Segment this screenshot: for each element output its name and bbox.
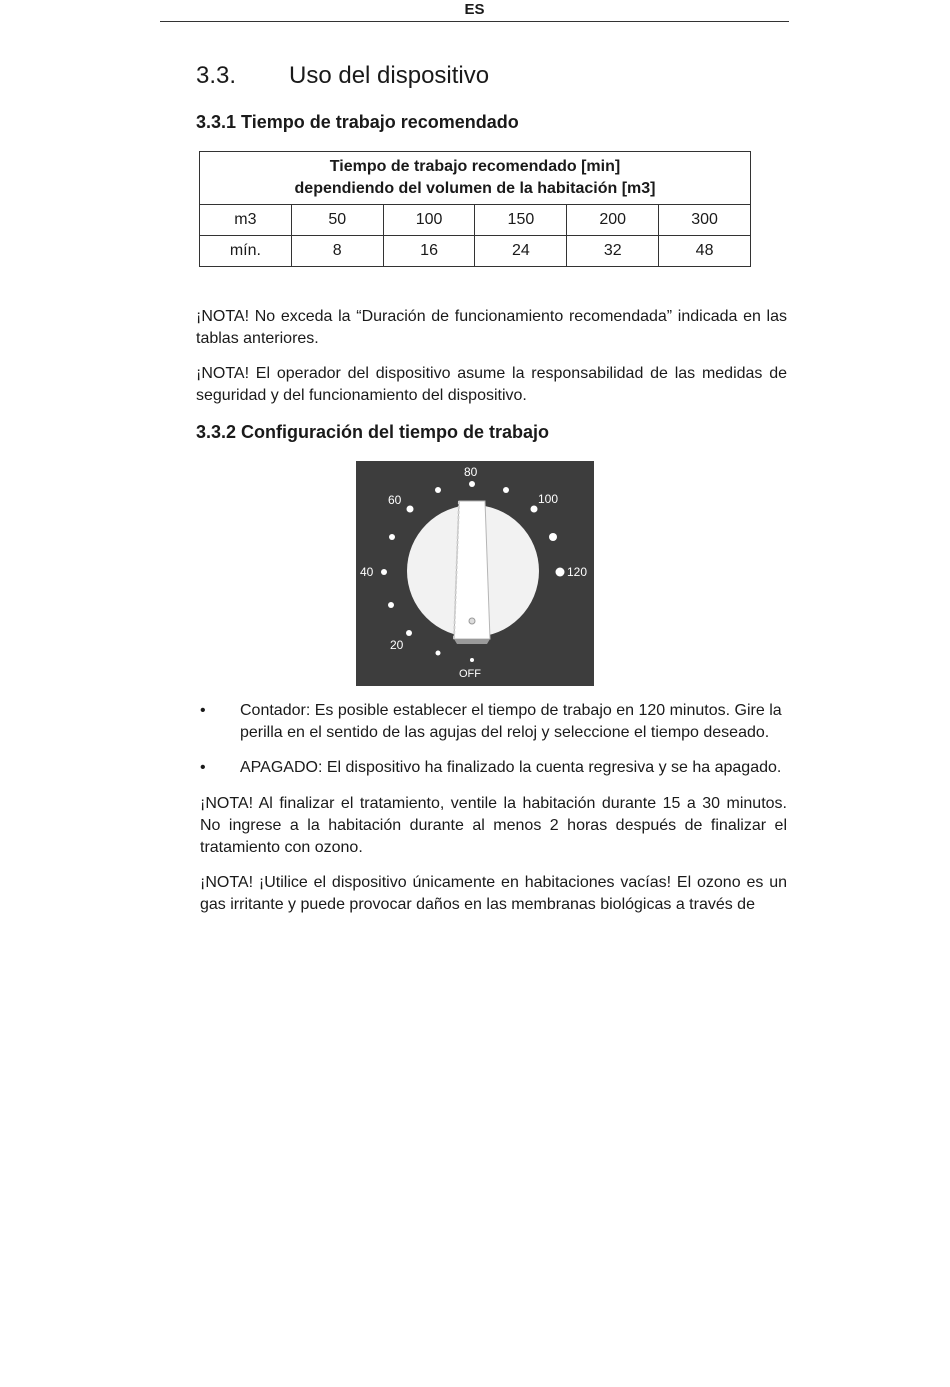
table-caption-row — [200, 152, 751, 205]
bullet-icon: • — [200, 759, 206, 776]
table-cell: 200 — [567, 205, 659, 236]
table-cell: 8 — [291, 236, 383, 267]
note-paragraph: ¡NOTA! No exceda la “Duración de funcionamiento recomendada” indicada en las tablas anteriores. — [196, 308, 787, 347]
dial-label-40: 40 — [360, 565, 374, 579]
table-cell: 32 — [567, 236, 659, 267]
dial-label-20: 20 — [390, 638, 404, 652]
bullet-icon: • — [200, 702, 206, 719]
table-cell: 100 — [383, 205, 475, 236]
table-caption — [200, 152, 751, 205]
list-item — [200, 700, 787, 744]
table-cell: 150 — [475, 205, 567, 236]
dial-label-80: 80 — [464, 465, 478, 479]
subsection-title-work-time: 3.3.1 Tiempo de trabajo recomendado — [196, 112, 519, 132]
page-header-language: ES — [464, 1, 485, 18]
table-cell: 48 — [659, 236, 751, 267]
header-divider — [160, 21, 789, 22]
recommended-time-table — [199, 151, 751, 267]
note-paragraph: ¡NOTA! El operador del dispositivo asume la responsabilidad de las medidas de seguridad y del funcionamiento del dispositivo. — [196, 365, 787, 404]
table-caption-line2: dependiendo del volumen de la habitación [m3] — [294, 180, 656, 197]
note-paragraph: ¡NOTA! ¡Utilice el dispositivo únicamente en habitaciones vacías! El ozono es un gas irritante y puede provocar daños en las membranas biológicas a través de — [200, 874, 787, 913]
list-item — [200, 757, 787, 779]
subsection-title-time-setting: 3.3.2 Configuración del tiempo de trabajo — [196, 422, 550, 442]
dial-label-60: 60 — [388, 493, 402, 507]
table-row-minutes — [200, 236, 751, 267]
note-paragraph: ¡NOTA! Al finalizar el tratamiento, ventile la habitación durante 15 a 30 minutos. No ingrese a la habitación durante al menos 2 horas después de finalizar el tratamiento con ozono. — [200, 795, 787, 856]
dial-label-120: 120 — [567, 565, 588, 579]
table-cell: 24 — [475, 236, 567, 267]
pointer-indicator-icon — [469, 618, 475, 624]
table-cell: m3 — [200, 205, 292, 236]
table-row-volume — [200, 205, 751, 236]
dial-label-off: OFF — [459, 668, 481, 680]
section-title-text: Uso del dispositivo — [289, 62, 490, 89]
table-cell: mín. — [200, 236, 292, 267]
table-cell: 16 — [383, 236, 475, 267]
timer-dial-figure — [356, 461, 594, 686]
table-cell: 50 — [291, 205, 383, 236]
table-caption-line1: Tiempo de trabajo recomendado [min] — [329, 158, 621, 175]
timer-dial-illustration — [356, 461, 594, 686]
section-title — [196, 62, 489, 90]
section-number: 3.3. — [196, 62, 237, 89]
table-cell: 300 — [659, 205, 751, 236]
dial-label-100: 100 — [538, 492, 559, 506]
bullet-text: Contador: Es posible establecer el tiempo de trabajo en 120 minutos. Gire la perilla en el sentido de las agujas del reloj y seleccione el tiempo deseado. — [240, 702, 782, 741]
bullet-text: APAGADO: El dispositivo ha finalizado la cuenta regresiva y se ha apagado. — [240, 759, 782, 776]
